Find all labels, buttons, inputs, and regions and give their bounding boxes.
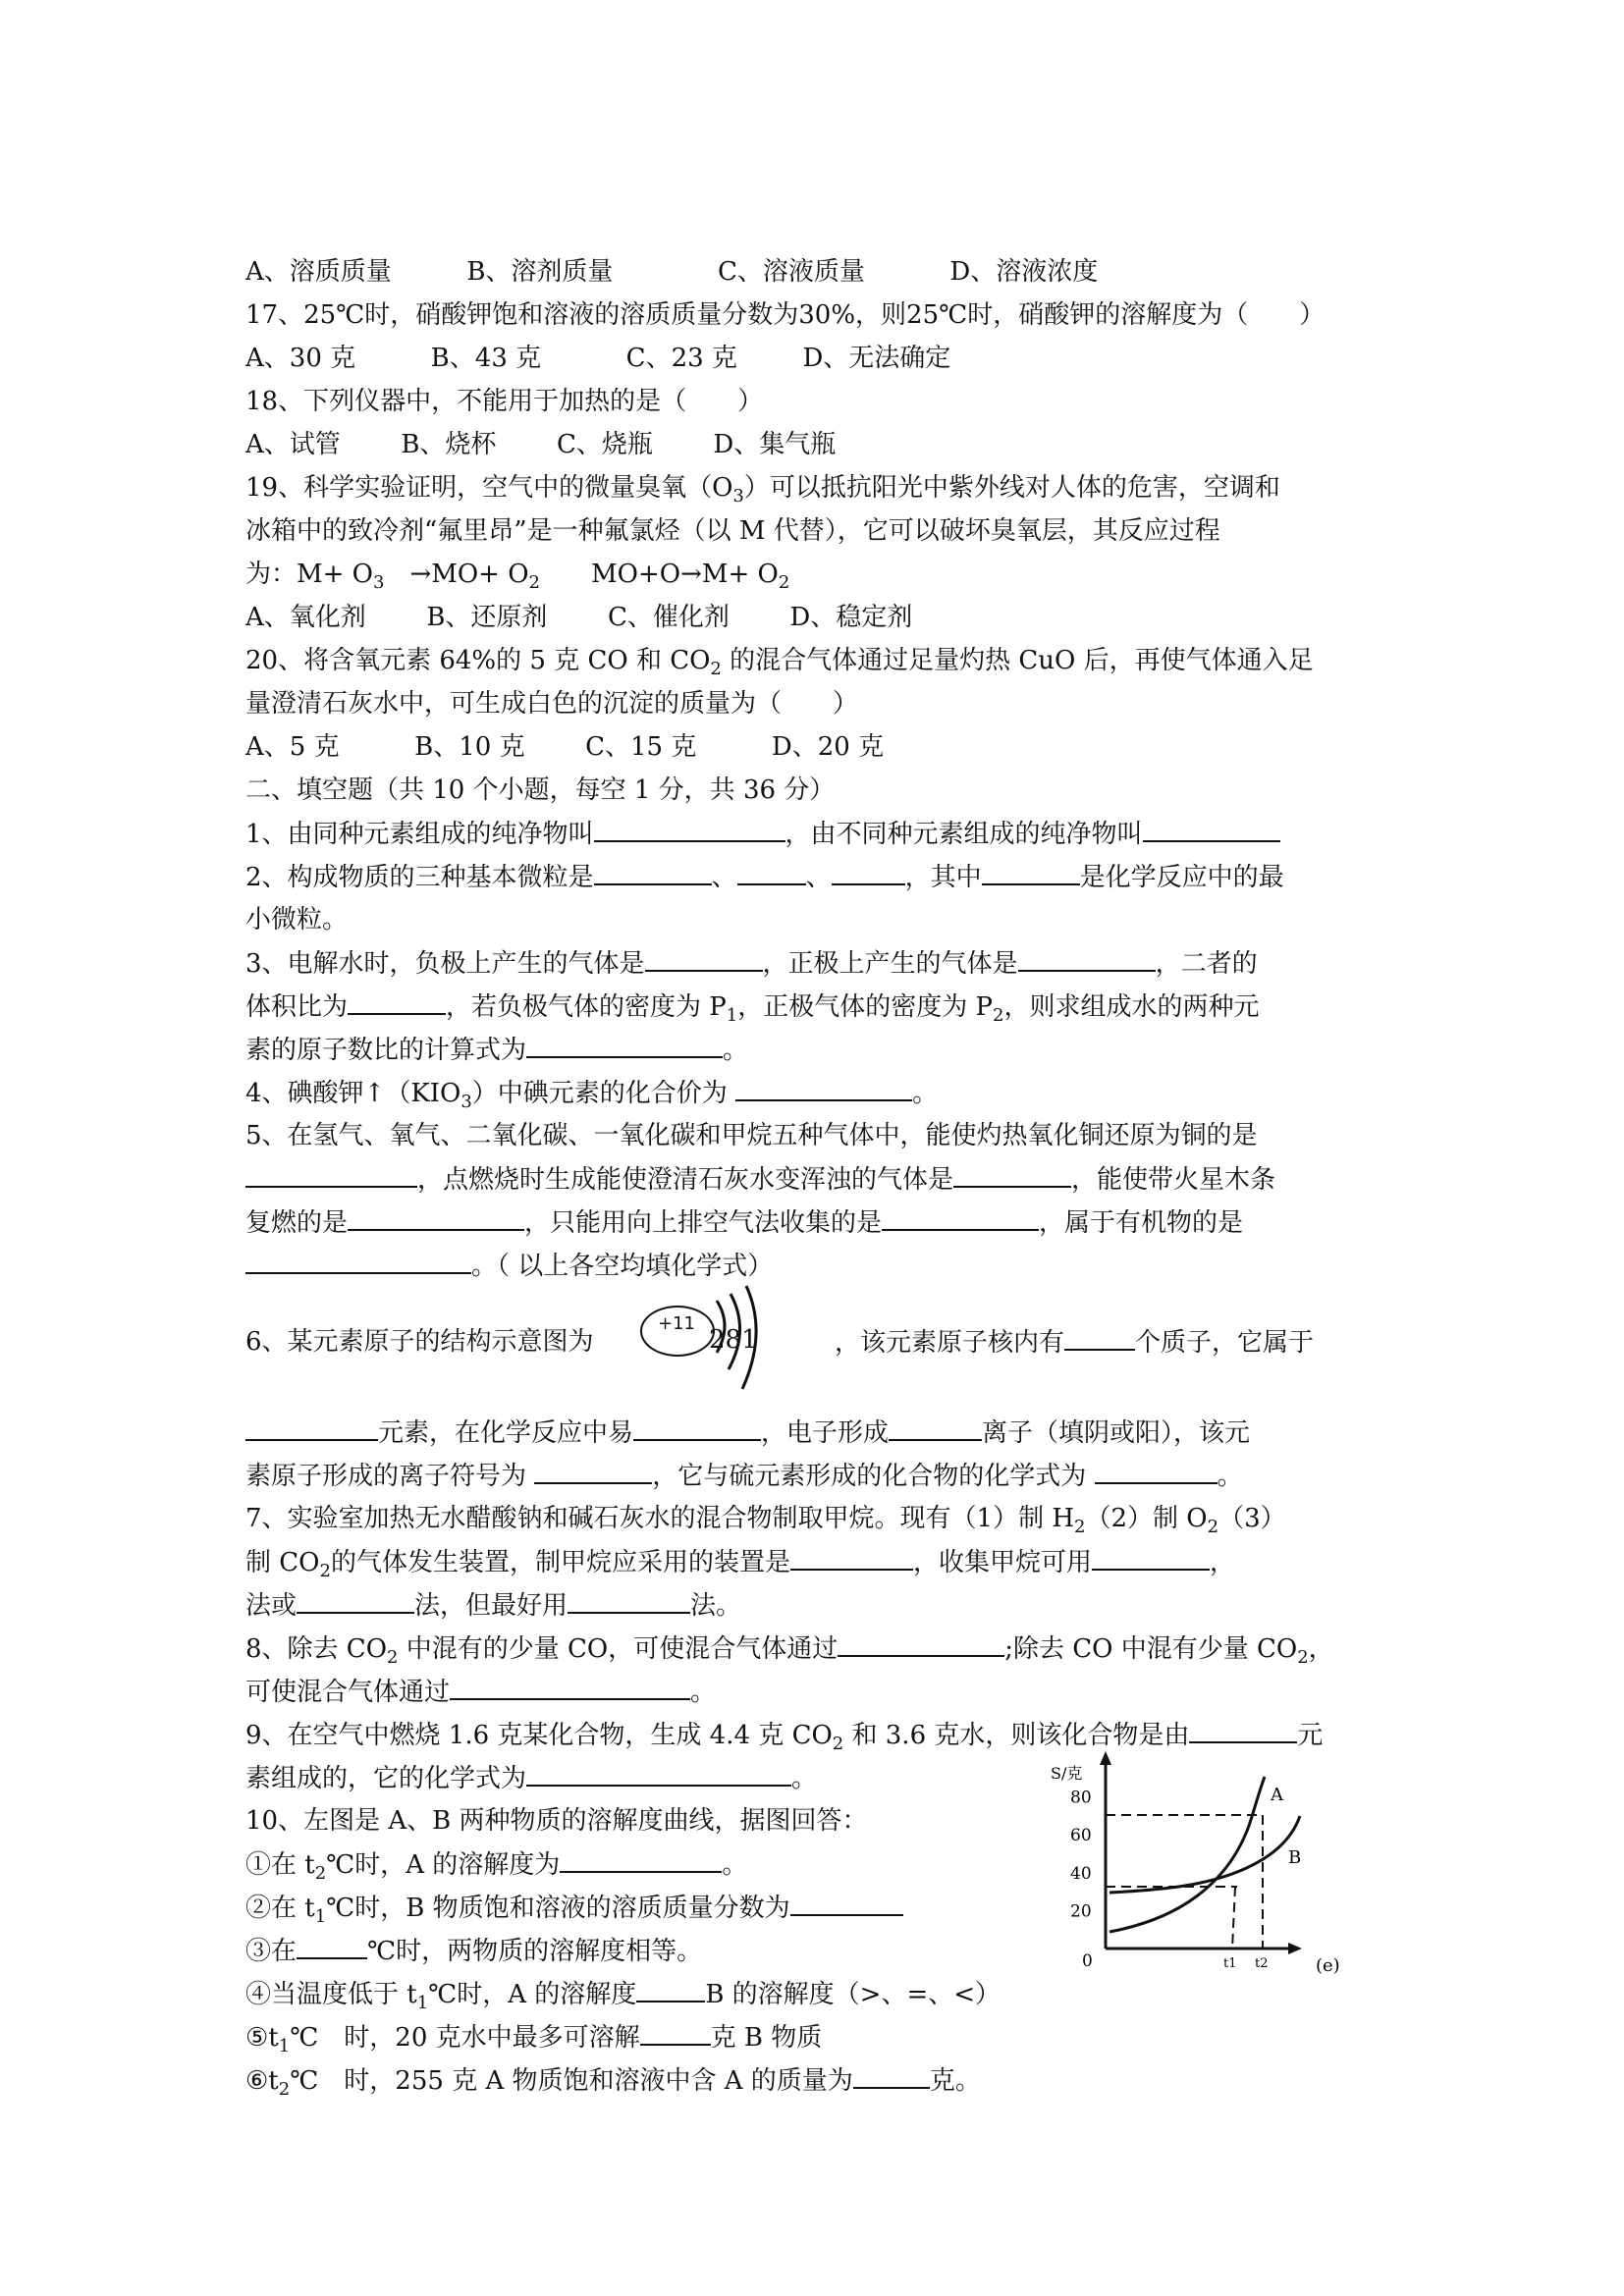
q20-line2: 量澄清石灰水中，可生成白色的沉淀的质量为（ ） bbox=[245, 689, 859, 719]
fill-q10-item1 bbox=[245, 1849, 748, 1885]
q16-option-b: B、溶剂质量 bbox=[466, 257, 614, 287]
subscript: 2 bbox=[314, 1863, 327, 1885]
fill-q9-line1 bbox=[245, 1720, 1324, 1755]
fill-q10-text: B 的溶解度（>、=、<） bbox=[705, 1980, 1001, 2009]
fill-blank[interactable] bbox=[568, 1590, 690, 1614]
q19-option-d: D、稳定剂 bbox=[789, 603, 913, 632]
fill-q9-text-b: 和 3.6 克水，则该化合物是由 bbox=[843, 1721, 1190, 1750]
q16-options bbox=[245, 257, 1098, 287]
curve-a bbox=[1110, 1777, 1265, 1932]
q18-option-c: C、烧瓶 bbox=[556, 430, 653, 459]
fill-q9-text-c: 元 bbox=[1297, 1721, 1324, 1750]
shell-arc bbox=[729, 1294, 740, 1369]
fill-q6-text-c: 个质子，它属于 bbox=[1135, 1328, 1315, 1358]
fill-q7-text-d: 制 CO bbox=[245, 1548, 320, 1577]
fill-q1-text-b: ，由不同种元素组成的纯净物叫 bbox=[785, 820, 1143, 849]
fill-q8-text-d: ， bbox=[1308, 1634, 1334, 1664]
fill-q3-text-d: 体积比为 bbox=[245, 992, 349, 1022]
fill-q5-text-g: 。（ 以上各空均填化学式） bbox=[471, 1252, 774, 1281]
subscript: 1 bbox=[314, 1906, 327, 1928]
x-tick-t1: t1 bbox=[1223, 1956, 1237, 1971]
fill-q4-text-c: 。 bbox=[912, 1079, 939, 1108]
fill-blank[interactable] bbox=[1092, 1547, 1210, 1571]
nucleus-charge: +11 bbox=[658, 1313, 695, 1334]
fill-q2-text-d: ，其中 bbox=[904, 863, 982, 892]
fill-blank[interactable] bbox=[889, 1417, 982, 1441]
fill-q10-text: ③在 bbox=[245, 1937, 298, 1966]
subscript: 2 bbox=[1207, 1517, 1219, 1538]
q17-option-c: C、23 克 bbox=[625, 344, 737, 373]
fill-q7-text-a: 7、实验室加热无水醋酸钠和碱石灰水的混合物制取甲烷。现有（1）制 H bbox=[245, 1504, 1075, 1533]
subscript: 2 bbox=[278, 2079, 291, 2101]
electron-shells-icon bbox=[707, 1276, 785, 1404]
fill-q5-text-d: 复燃的是 bbox=[245, 1208, 349, 1238]
fill-q2-text-e: 是化学反应中的最 bbox=[1079, 863, 1284, 892]
curve-a-label: A bbox=[1271, 1785, 1283, 1805]
fill-q6-text-f: 离子（填阴或阳），该元 bbox=[982, 1418, 1251, 1448]
fill-q8-text-f: 。 bbox=[690, 1678, 717, 1707]
fill-blank[interactable] bbox=[348, 1207, 524, 1231]
fill-blank[interactable] bbox=[1095, 1461, 1218, 1484]
fill-q7-line1 bbox=[245, 1504, 1286, 1538]
fill-blank[interactable] bbox=[450, 1677, 690, 1700]
fill-q10-title: 10、左图是 A、B 两种物质的溶解度曲线，据图回答： bbox=[245, 1806, 868, 1836]
subscript: 1 bbox=[416, 1993, 429, 2014]
x-axis-label: (e) bbox=[1316, 1955, 1340, 1976]
fill-q10-text: 。 bbox=[722, 1850, 748, 1880]
fill-q6-text-g: 素原子形成的离子符号为 bbox=[245, 1462, 527, 1491]
fill-q6-text-a: 6、某元素原子的结构示意图为 bbox=[245, 1327, 594, 1357]
fill-q10-text: 克。 bbox=[929, 2066, 981, 2096]
fill-q7-line2 bbox=[245, 1547, 1235, 1582]
fill-blank[interactable] bbox=[790, 1547, 913, 1571]
q20-option-c: C、15 克 bbox=[585, 732, 697, 762]
fill-q8-text-e: 可使混合气体通过 bbox=[245, 1678, 451, 1707]
fill-q7-text-h: 法或 bbox=[245, 1591, 298, 1621]
fill-q7-line3 bbox=[245, 1590, 741, 1621]
fill-blank[interactable] bbox=[633, 1417, 761, 1441]
fill-q1-text-a: 1、由同种元素组成的纯净物叫 bbox=[245, 820, 594, 849]
subscript: 2 bbox=[528, 572, 540, 594]
fill-blank[interactable] bbox=[953, 1164, 1071, 1188]
fill-blank[interactable] bbox=[790, 1893, 903, 1916]
fill-blank[interactable] bbox=[348, 991, 446, 1015]
q17-stem: 17、25℃时，硝酸钾饱和溶液的溶质质量分数为30%，则25℃时，硝酸钾的溶解度为（ ） bbox=[245, 300, 1326, 330]
y-tick-label: 20 bbox=[1070, 1901, 1092, 1922]
fill-q6-text-e: ，电子形成 bbox=[761, 1418, 890, 1448]
subscript: 2 bbox=[319, 1561, 331, 1582]
section2-title: 二、填空题（共 10 个小题，每空 1 分，共 36 分） bbox=[245, 775, 836, 805]
fill-q7-text-g: ， bbox=[1209, 1548, 1235, 1577]
fill-blank[interactable] bbox=[594, 862, 712, 885]
fill-blank[interactable] bbox=[645, 948, 763, 972]
fill-blank[interactable] bbox=[1189, 1720, 1297, 1743]
fill-q2-sep: 、 bbox=[711, 863, 737, 892]
fill-q6-line1 bbox=[245, 1327, 594, 1357]
fill-q3-text-f: ，正极气体的密度为 P bbox=[737, 992, 993, 1022]
fill-q10-text: ②在 t bbox=[245, 1894, 315, 1923]
fill-q2-line2: 小微粒。 bbox=[245, 905, 349, 934]
subscript: 2 bbox=[710, 659, 722, 680]
fill-blank[interactable] bbox=[297, 1936, 367, 1959]
q17-options bbox=[245, 344, 950, 373]
q17-option-b: B、43 克 bbox=[430, 344, 542, 373]
fill-q10-text: ℃时，A 的溶解度 bbox=[428, 1980, 637, 2009]
q19-option-a: A、氧化剂 bbox=[245, 603, 366, 632]
fill-q10-text: ℃ 时，20 克水中最多可溶解 bbox=[290, 2023, 640, 2053]
fill-blank[interactable] bbox=[737, 862, 806, 885]
subscript: 2 bbox=[993, 1005, 1004, 1027]
fill-q8-line2 bbox=[245, 1677, 716, 1707]
fill-q10-text: ℃ 时，255 克 A 物质饱和溶液中含 A 的质量为 bbox=[290, 2066, 853, 2096]
fill-q5-line4 bbox=[245, 1251, 773, 1281]
subscript: 2 bbox=[832, 1734, 844, 1755]
q19-line1 bbox=[245, 473, 1280, 507]
fill-q5-text-b: ，点燃烧时生成能使澄清石灰水变浑浊的气体是 bbox=[417, 1165, 954, 1195]
y-axis-label: S/克 bbox=[1051, 1764, 1083, 1783]
subscript: 1 bbox=[278, 2036, 291, 2057]
y-tick-label: 40 bbox=[1070, 1863, 1092, 1884]
subscript: 2 bbox=[1297, 1647, 1309, 1669]
fill-q10-text: ⑥t bbox=[245, 2066, 279, 2096]
q18-stem: 18、下列仪器中，不能用于加热的是（ ） bbox=[245, 387, 764, 416]
y-tick-labels bbox=[1070, 1789, 1093, 1971]
fill-q3-text-h: 素的原子数比的计算式为 bbox=[245, 1036, 527, 1065]
dash-t1 bbox=[1232, 1887, 1235, 1949]
subscript: 3 bbox=[373, 572, 385, 594]
fill-q10-text: ℃时，两物质的溶解度相等。 bbox=[367, 1937, 703, 1966]
fill-q3-line3 bbox=[245, 1035, 748, 1065]
fill-q10-text: ℃时，A 的溶解度为 bbox=[326, 1850, 561, 1880]
q19-reaction-a: 为：M+ O bbox=[245, 560, 373, 589]
fill-q9-line2 bbox=[245, 1763, 817, 1793]
fill-q1 bbox=[245, 819, 1280, 849]
fill-q8-text-a: 8、除去 CO bbox=[245, 1634, 388, 1664]
fill-blank[interactable] bbox=[526, 1035, 723, 1058]
fill-q7-text-j: 法。 bbox=[690, 1591, 742, 1621]
fill-q5-text-f: ，属于有机物的是 bbox=[1039, 1208, 1244, 1238]
fill-q8-text-b: 中混有的少量 CO，可使混合气体通过 bbox=[398, 1634, 839, 1664]
fill-q3-text-i: 。 bbox=[723, 1036, 749, 1065]
q19-option-b: B、还原剂 bbox=[426, 603, 548, 632]
x-axis-arrow-icon bbox=[1288, 1943, 1302, 1954]
fill-q10-item4 bbox=[245, 1979, 1001, 2014]
atom-nucleus-icon bbox=[640, 1306, 715, 1357]
fill-q10-item2 bbox=[245, 1893, 903, 1928]
q18-option-b: B、烧杯 bbox=[401, 430, 497, 459]
fill-q5-line2 bbox=[245, 1164, 1275, 1195]
x-tick-t2: t2 bbox=[1255, 1956, 1269, 1971]
q20-options bbox=[245, 732, 884, 762]
subscript: 2 bbox=[778, 572, 790, 594]
fill-q10-text: ℃时，B 物质饱和溶液的溶质质量分数为 bbox=[326, 1894, 790, 1923]
fill-q6-line1-right bbox=[835, 1327, 1314, 1358]
fill-blank[interactable] bbox=[1064, 1327, 1135, 1351]
q19-line1-text: 19、科学实验证明，空气中的微量臭氧（O bbox=[245, 473, 733, 503]
fill-blank[interactable] bbox=[636, 1979, 705, 2002]
fill-q7-text-c: （3） bbox=[1218, 1504, 1286, 1533]
q20-line1-a: 20、将含氧元素 64%的 5 克 CO 和 CO bbox=[245, 646, 711, 675]
fill-q10-item3 bbox=[245, 1936, 702, 1966]
subscript: 2 bbox=[1074, 1517, 1086, 1538]
fill-q9-text-d: 素组成的，它的化学式为 bbox=[245, 1764, 527, 1793]
q20-option-d: D、20 克 bbox=[771, 732, 885, 762]
fill-q6-text-h: ，它与硫元素形成的化合物的化学式为 bbox=[652, 1462, 1087, 1491]
fill-q4-text-b: ）中碘元素的化合价为 bbox=[471, 1079, 728, 1108]
electron-config: 281 bbox=[709, 1325, 758, 1355]
fill-q5-text-e: ，只能用向上排空气法收集的是 bbox=[524, 1208, 883, 1238]
fill-q10-item6 bbox=[245, 2065, 981, 2101]
fill-blank[interactable] bbox=[534, 1461, 652, 1484]
fill-q10-text: 克 B 物质 bbox=[710, 2023, 823, 2053]
fill-blank[interactable] bbox=[297, 1590, 414, 1614]
fill-q10-text: ④当温度低于 t bbox=[245, 1980, 417, 2009]
q19-reaction-b: →MO+ O bbox=[384, 560, 529, 589]
fill-q5-text-c: ，能使带火星木条 bbox=[1071, 1165, 1276, 1195]
q20-line1 bbox=[245, 646, 1314, 680]
fill-q10-item5 bbox=[245, 2022, 823, 2057]
subscript: 2 bbox=[387, 1647, 399, 1669]
fill-blank[interactable] bbox=[245, 1417, 378, 1441]
fill-q3-text-g: ，则求组成水的两种元 bbox=[1003, 992, 1260, 1022]
fill-blank[interactable] bbox=[245, 1251, 471, 1274]
q16-option-c: C、溶液质量 bbox=[717, 257, 865, 287]
fill-blank[interactable] bbox=[560, 1849, 722, 1873]
fill-q3-text-a: 3、电解水时，负极上产生的气体是 bbox=[245, 949, 645, 979]
fill-blank[interactable] bbox=[838, 1633, 1004, 1657]
fill-q2-sep: 、 bbox=[805, 863, 832, 892]
fill-q6-text-d: 元素，在化学反应中易 bbox=[378, 1418, 634, 1448]
fill-q9-text-a: 9、在空气中燃烧 1.6 克某化合物，生成 4.4 克 CO bbox=[245, 1721, 833, 1750]
curve-b-label: B bbox=[1288, 1847, 1302, 1868]
q19-line2: 冰箱中的致冷剂“氟里昂”是一种氟氯烃（以 M 代替），它可以破坏臭氧层，其反应过程 bbox=[245, 516, 1220, 546]
fill-q7-text-e: 的气体发生装置，制甲烷应采用的装置是 bbox=[330, 1548, 790, 1577]
q20-option-a: A、5 克 bbox=[245, 732, 340, 762]
fill-blank[interactable] bbox=[832, 862, 905, 885]
fill-q3-line2 bbox=[245, 991, 1260, 1027]
q18-options bbox=[245, 430, 836, 459]
subscript: 3 bbox=[732, 486, 744, 507]
fill-q6-line2 bbox=[245, 1417, 1250, 1448]
y-axis-arrow-icon bbox=[1100, 1751, 1111, 1765]
fill-q2 bbox=[245, 862, 1284, 892]
fill-q4-text-a: 4、碘酸钾↑（KIO bbox=[245, 1079, 461, 1108]
q18-option-d: D、集气瓶 bbox=[713, 430, 837, 459]
q19-option-c: C、催化剂 bbox=[607, 603, 730, 632]
fill-blank[interactable] bbox=[982, 862, 1080, 885]
solubility-chart bbox=[1031, 1747, 1355, 1983]
q20-option-b: B、10 克 bbox=[414, 732, 525, 762]
fill-q10-text: ①在 t bbox=[245, 1850, 315, 1880]
fill-q7-text-f: ，收集甲烷可用 bbox=[912, 1548, 1092, 1577]
fill-q10-text: ⑤t bbox=[245, 2023, 279, 2053]
shell-arc bbox=[742, 1286, 756, 1389]
fill-blank[interactable] bbox=[245, 1164, 417, 1188]
q17-option-a: A、30 克 bbox=[245, 344, 356, 373]
fill-q6-text-i: 。 bbox=[1217, 1462, 1243, 1491]
y-tick-label: 60 bbox=[1070, 1826, 1092, 1846]
q19-reaction-c: MO+O→M+ O bbox=[540, 560, 779, 589]
fill-q9-text-e: 。 bbox=[791, 1764, 818, 1793]
fill-blank[interactable] bbox=[1143, 819, 1280, 842]
subscript: 3 bbox=[460, 1092, 472, 1113]
fill-blank[interactable] bbox=[1018, 948, 1156, 972]
curve-b bbox=[1110, 1816, 1300, 1893]
fill-q3-text-c: ，二者的 bbox=[1155, 949, 1258, 979]
fill-q6-line3 bbox=[245, 1461, 1243, 1491]
fill-q4 bbox=[245, 1078, 939, 1113]
fill-q7-text-b: （2）制 O bbox=[1085, 1504, 1208, 1533]
fill-blank[interactable] bbox=[640, 2022, 711, 2046]
q16-option-a: A、溶质质量 bbox=[245, 257, 392, 287]
q20-line1-b: 的混合气体通过足量灼热 CuO 后，再使气体通入足 bbox=[721, 646, 1314, 675]
q17-option-d: D、无法确定 bbox=[802, 344, 951, 373]
fill-q5-line3 bbox=[245, 1207, 1243, 1238]
fill-blank[interactable] bbox=[853, 2065, 930, 2089]
fill-blank[interactable] bbox=[882, 1207, 1039, 1231]
fill-q8-text-c: ;除去 CO 中混有少量 CO bbox=[1004, 1634, 1298, 1664]
fill-blank[interactable] bbox=[594, 819, 785, 842]
fill-q7-text-i: 法，但最好用 bbox=[414, 1591, 568, 1621]
shell-arc bbox=[717, 1301, 725, 1353]
fill-q5-line1: 5、在氢气、氧气、二氧化碳、一氧化碳和甲烷五种气体中，能使灼热氧化铜还原为铜的是 bbox=[245, 1121, 1258, 1150]
subscript: 1 bbox=[726, 1005, 738, 1027]
q19-line1-rest: ）可以抵抗阳光中紫外线对人体的危害，空调和 bbox=[743, 473, 1280, 503]
y-tick-label: 80 bbox=[1070, 1788, 1092, 1808]
fill-q3-line1 bbox=[245, 948, 1258, 979]
y-tick-label: 0 bbox=[1082, 1951, 1093, 1971]
q18-option-a: A、试管 bbox=[245, 430, 341, 459]
fill-q2-text-a: 2、构成物质的三种基本微粒是 bbox=[245, 863, 594, 892]
q19-reaction bbox=[245, 560, 790, 594]
fill-q3-text-e: ，若负极气体的密度为 P bbox=[446, 992, 727, 1022]
fill-q8-line1 bbox=[245, 1633, 1334, 1669]
fill-q3-text-b: ，正极上产生的气体是 bbox=[762, 949, 1018, 979]
fill-q6-text-b: ，该元素原子核内有 bbox=[835, 1328, 1065, 1358]
q16-option-d: D、溶液浓度 bbox=[949, 257, 1099, 287]
q19-options bbox=[245, 603, 912, 632]
fill-blank[interactable] bbox=[735, 1078, 912, 1101]
fill-blank[interactable] bbox=[526, 1763, 791, 1787]
